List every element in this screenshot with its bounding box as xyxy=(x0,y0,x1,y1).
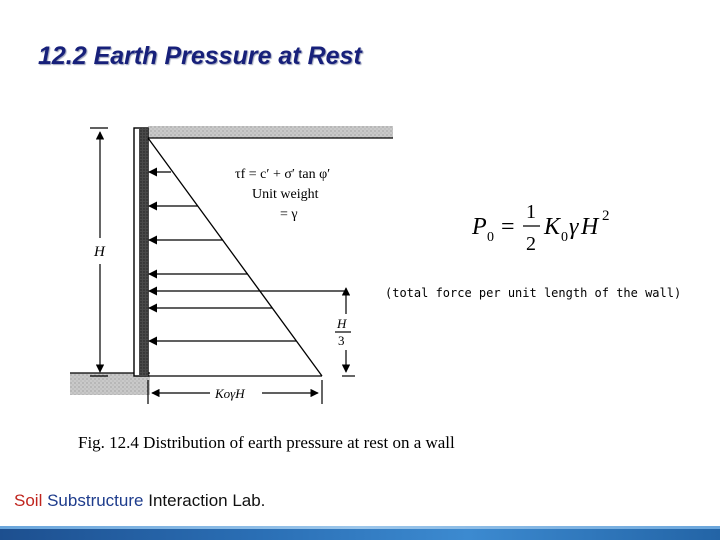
footer-bar xyxy=(0,526,720,540)
height-label: H xyxy=(94,244,105,260)
formula-gamma: γ xyxy=(569,214,579,240)
formula-p-subscript: 0 xyxy=(487,230,494,245)
formula-h-superscript: 2 xyxy=(602,208,610,224)
figure-caption: Fig. 12.4 Distribution of earth pressure at rest on a wall xyxy=(78,433,455,452)
lab-name xyxy=(14,491,265,511)
h-third-numerator: H xyxy=(337,316,347,331)
retaining-wall xyxy=(134,128,148,376)
base-pressure-label: KoγH xyxy=(215,386,245,401)
h-third-denominator: 3 xyxy=(338,333,345,348)
total-force-note: (total force per unit length of the wall) xyxy=(385,286,682,300)
unit-weight-label: Unit weight xyxy=(252,187,319,202)
formula-h: H xyxy=(581,214,599,240)
h-third-dimension xyxy=(335,288,355,376)
formula-equals: = xyxy=(501,214,515,240)
formula-k: K xyxy=(544,214,561,240)
lab-name-word-interaction: Interaction Lab. xyxy=(148,491,266,510)
formula-k-subscript: 0 xyxy=(561,230,568,245)
earth-pressure-diagram xyxy=(50,118,400,418)
formula-p: P xyxy=(472,214,487,240)
slide-title: 12.2 Earth Pressure at Rest xyxy=(38,42,362,70)
total-force-formula xyxy=(470,192,620,262)
backfill-surface xyxy=(148,126,393,138)
gamma-label: = γ xyxy=(280,207,298,222)
formula-numerator: 1 xyxy=(526,201,536,223)
lab-name-word-substructure: Substructure xyxy=(47,491,144,510)
formula-denominator: 2 xyxy=(526,233,536,255)
lab-name-word-soil: Soil xyxy=(14,491,43,510)
shear-strength-equation: τf = c′ + σ′ tan φ′ xyxy=(235,167,331,182)
